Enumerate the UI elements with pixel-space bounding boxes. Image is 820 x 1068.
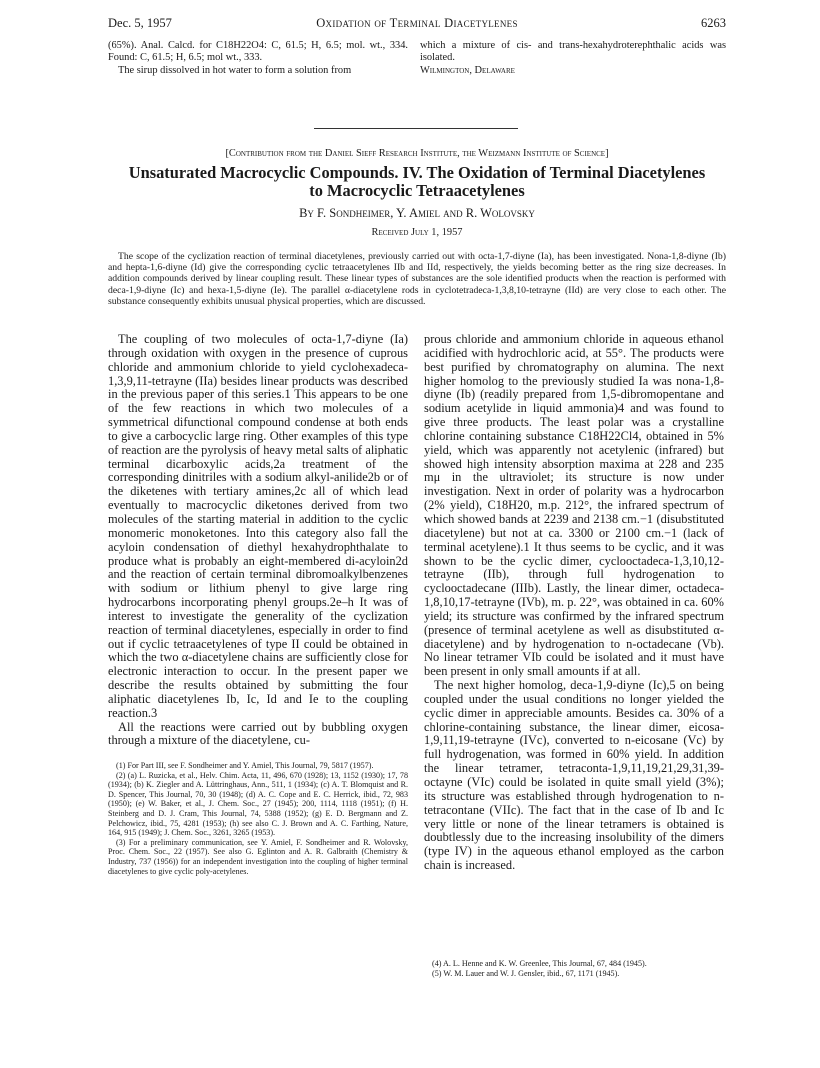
footnote: (2) (a) L. Ruzicka, et al., Helv. Chim. Acta, 11, 496, 670 (1928); 13, 1152 (1930); 17, 78 (1934); (b) K. Ziegler and A. Lüttringhaus, Ann., 511, 1 (1934); (c) A. T. Blomquist and R. D. Spencer, This Journal, 70, 30 (1948); (d) A. C. Cope and E. C. Herrick, ibid., 72, 983 (1950); (e) W. Baker, et al., J. Chem. Soc., 27 (1945); 200, 1114, 1118 (1951); (f) H. Steinberg and D. J. Cram, This Journal, 74, 5388 (1952); (g) E. D. Bergmann and Z. Pelchowicz, ibid., 75, 4281 (1953); (h) see also C. J. Brown and A. C. Farthing, Nature, 164, 915 (1949); J. Chem. Soc., 3261, 3265 (1953). (108, 770, 408, 838)
previous-article-right (420, 40, 726, 77)
article-title-line-1: Unsaturated Macrocyclic Compounds. IV. The Oxidation of Terminal Diacetylenes (128, 163, 706, 182)
previous-article-analysis: (65%). Anal. Calcd. for C18H22O4: C, 61.5; H, 6.5; mol. wt., 334. Found: C, 61.5; H, 6.5; mol wt., 333. (108, 40, 408, 64)
article-title (108, 164, 726, 200)
received-date: Received July 1, 1957 (371, 227, 463, 238)
contribution-line: [Contribution from the Daniel Sieff Research Institute, the Weizmann Institute of Science] (225, 148, 609, 159)
footnote: (4) A. L. Henne and K. W. Greenlee, This Journal, 67, 484 (1945). (432, 959, 647, 968)
issue-date: Dec. 5, 1957 (108, 16, 172, 30)
previous-article-conclusion: which a mixture of cis- and trans-hexahydroterephthalic acids was isolated. (420, 40, 726, 64)
footnote: (1) For Part III, see F. Sondheimer and Y. Amiel, This Journal, 79, 5817 (1957). (116, 761, 374, 770)
footnote: (5) W. M. Lauer and W. J. Gensler, ibid., 67, 1171 (1945). (432, 968, 620, 978)
body-paragraph: prous chloride and ammonium chloride in aqueous ethanol acidified with hydrochloric acid, at 55°. The products were best purified by chromatography on alumina. The next higher homolog to the previously studied Ia was nona-1,8-diyne (Ib) (readily prepared from 1,5-dibromopentane and sodium acetylide in liquid ammonia)4 and was found to give three products. The least polar was a crystalline chlorine containing substance C18H22Cl4, obtained in 5% yield, which was apparently not acetylenic (infrared) but showed high intensity absorption maxima at 228 and 235 mμ in the ultraviolet; its structure is now under investigation. Next in order of polarity was a hydrocarbon (2% yield), C18H20, m.p. 212°, the infrared spectrum of which showed bands at 2239 and 2138 cm.−1 (disubstituted diacetylene) but not at ca. 3300 or 2100 cm.−1 (lack of terminal acetylene).1 It thus seems to be cyclic, and it was shown to be the cyclic dimer, cyclooctadeca-1,3,10,12-tetrayne (IIb), through full hydrogenation to cyclooctadecane (IIIb). Lastly, the linear dimer, octadeca-1,8,10,17-tetrayne (IVb), m. p. 22°, was obtained in ca. 60% yield; its structure was confirmed by the infrared spectrum (presence of terminal acetylene as well as disubstituted α-diacetylene) and by hydrogenation to n-octadecane (Vb). No linear tetramer VIb could be isolated and it must have been present in only small amounts if at all. (424, 332, 724, 679)
body-paragraph: All the reactions were carried out by bubbling oxygen through a mixture of the diacetylene, cu- (108, 719, 408, 748)
page-number: 6263 (701, 16, 726, 30)
body-paragraph: The coupling of two molecules of octa-1,7-diyne (Ia) through oxidation with oxygen in the presence of cuprous chloride and ammonium chloride to yield cyclohexadeca-1,3,9,11-tetrayne (IIa) besides linear products was described in the previous paper of this series.1 This appears to be one of the few reactions in which two molecules of a symmetrical difunctional compound condense at both ends to give a carbocyclic large ring. Other examples of this type of reaction are the pyrolysis of heavy metal salts of aliphatic terminal dicarboxylic acids,2a treatment of the corresponding dinitriles with a sodium alkyl-anilide2b or of the diketenes with tertiary amines,2c all of which lead eventually to macrocyclic diketones derived from two molecules of the starting material in addition to the cyclic monomeric monoketones. Into this category also fall the acyloin condensation of diethyl hexahydrophthalate to produce what is probably an eight-membered di-acyloin2d and the reaction of certain terminal dibromoalkylbenzenes with sodium or lithium phenyl to give large ring hydrocarbons incorporating phenyl groups.2e–h It was of interest to investigate the generality of the cyclization reaction of terminal diacetylenes, especially in order to find out if cyclic tetraacetylenes of type II could be obtained in which the two α-diacetylene chains are sufficiently close for electronic interaction to occur. In the present paper we describe the results obtained by submitting the four aliphatic diacetylenes Ib, Ic, Id and Ie to the coupling reaction.3 (108, 332, 408, 720)
previous-article-text: The sirup dissolved in hot water to form a solution from (118, 64, 352, 76)
body-column-right (424, 333, 724, 873)
running-title: Oxidation of Terminal Diacetylenes (316, 16, 518, 30)
footnotes-left (108, 761, 408, 876)
running-head (108, 16, 726, 34)
footnotes-right (424, 959, 724, 978)
previous-article-location: Wilmington, Delaware (420, 64, 515, 76)
footnote: (3) For a preliminary communication, see Y. Amiel, F. Sondheimer and R. Wolovsky, Proc. Chem. Soc., 22 (1957). See also G. Eglinton and A. R. Galbraith (Chemistry & Industry, 737 (1956)) for an independent investigation into the coupling of higher terminal diacetylenes to give cyclic poly-acetylenes. (108, 837, 408, 876)
article-separator (314, 128, 518, 129)
body-paragraph: The next higher homolog, deca-1,9-diyne (Ic),5 on being coupled under the usual conditions no longer yielded the cyclic dimer in appreciable amounts. Besides ca. 30% of a chlorine-containing substance, the linear dimer, eicosa-1,9,11,19-tetrayne (IVc), converted to n-eicosane (Vc) by full hydrogenation, was formed in 60% yield. In addition the linear tetramer, tetraconta-1,9,11,19,21,29,31,39-octayne (VIc) could be isolated in quite small yield (3%); its structure was established through hydrogenation to n-tetracontane (VIIc). The fact that in the case of Ib and Ic very little or none of the linear tetramers is obtained is doubtlessly due to the increasing insolubility of the dimers (type IV) in the aqueous ethanol employed as the carbon chain is increased. (424, 678, 724, 873)
abstract: The scope of the cyclization reaction of terminal diacetylenes, previously carried out with octa-1,7-diyne (Ia), has been investigated. Nona-1,8-diyne (Ib) and hepta-1,6-diyne (Id) give the corresponding cyclic tetraacetylenes IIb and IId, respectively, the yields becoming better as the ring size decreases. In addition compounds derived by linear coupling result. These linear types of substances are the sole identified products when the reaction is performed with deca-1,9-diyne (Ic) and hexa-1,5-diyne (Ie). The parallel α-diacetylene rods in cyclotetradeca-1,3,8,10-tetrayne (IId) are very close to each other. The substance consequently exhibits unusual physical properties, which are discussed. (108, 251, 726, 307)
previous-article-left (108, 40, 408, 77)
body-column-left (108, 333, 408, 748)
author-line: By F. Sondheimer, Y. Amiel and R. Wolovsky (299, 206, 535, 220)
article-title-line-2: to Macrocyclic Tetraacetylenes (309, 181, 525, 200)
